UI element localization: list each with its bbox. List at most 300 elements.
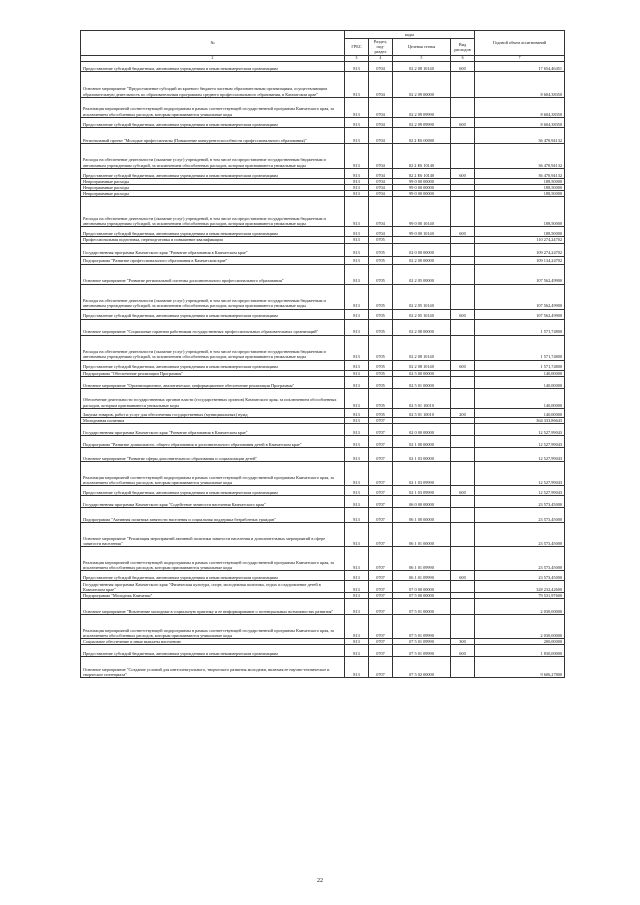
- row-name: Основное мероприятие "Социальные гарантии работникам государственных профессиональных образовательных организаций": [81, 319, 345, 335]
- row-name: Реализация мероприятий соответствующей подпрограммы в рамках соответствующей государственной программы Камчатского края, за исключением обособленных расходов, которым присваиваются уникальные коды: [81, 547, 345, 571]
- row-target: 07 5 01 09990: [393, 645, 451, 657]
- row-vid: [451, 256, 475, 264]
- row-grbs: 813: [345, 523, 369, 547]
- row-target: 99 0 00 10140: [393, 197, 451, 227]
- row-grbs: 813: [345, 547, 369, 571]
- row-grbs: 813: [345, 360, 369, 370]
- row-vid: 600: [451, 645, 475, 657]
- row-vid: [451, 523, 475, 547]
- row-razdel: 0707: [369, 571, 393, 581]
- row-grbs: 813: [345, 227, 369, 237]
- row-grbs: 813: [345, 408, 369, 417]
- column-header-no: №: [81, 31, 345, 56]
- table-row: [81, 657, 565, 678]
- row-target: 02 0 00 00000: [393, 424, 451, 436]
- row-name: Расходы на обеспечение деятельности (оказание услуг) учреждений, в том числе на предоставление государственным бюджетным и автономным учреждениям субсидий, за исключением обособленных расходов, которым присваиваются уникальные коды: [81, 197, 345, 227]
- row-amount: 23 573,45000: [475, 571, 565, 581]
- table-row: [81, 243, 565, 256]
- row-amount: 109 134,24702: [475, 256, 565, 264]
- row-razdel: 0707: [369, 486, 393, 496]
- row-grbs: 813: [345, 178, 369, 184]
- table-row: [81, 424, 565, 436]
- row-target: 02 5 00 00000: [393, 370, 451, 376]
- table-row: [81, 523, 565, 547]
- row-razdel: 0707: [369, 645, 393, 657]
- column-header-razdel: Раздел, под-раздел: [369, 39, 393, 56]
- row-vid: [451, 388, 475, 408]
- row-razdel: 0707: [369, 639, 393, 645]
- table-row: [81, 97, 565, 117]
- row-razdel: 0705: [369, 309, 393, 319]
- row-target: 07 5 01 00000: [393, 599, 451, 615]
- row-name: Молодежная политика: [81, 417, 345, 423]
- row-razdel: 0705: [369, 376, 393, 388]
- row-amount: 8 604,38350: [475, 97, 565, 117]
- row-grbs: 813: [345, 593, 369, 599]
- row-name: Непрограммные расходы: [81, 178, 345, 184]
- row-grbs: 813: [345, 191, 369, 197]
- row-vid: [451, 197, 475, 227]
- row-grbs: 813: [345, 508, 369, 523]
- row-razdel: 0707: [369, 523, 393, 547]
- row-amount: 140,00000: [475, 376, 565, 388]
- table-row: [81, 61, 565, 71]
- row-razdel: 0707: [369, 599, 393, 615]
- row-target: 07 5 00 00000: [393, 593, 451, 599]
- row-vid: 600: [451, 309, 475, 319]
- row-target: 06 1 01 09990: [393, 571, 451, 581]
- row-vid: [451, 284, 475, 309]
- row-grbs: 813: [345, 256, 369, 264]
- row-razdel: 0707: [369, 593, 393, 599]
- column-header-grbs: ГРБС: [345, 39, 369, 56]
- row-vid: [451, 264, 475, 284]
- row-razdel: 0704: [369, 191, 393, 197]
- row-vid: [451, 657, 475, 678]
- row-vid: [451, 335, 475, 360]
- row-vid: [451, 581, 475, 593]
- table-row: [81, 376, 565, 388]
- row-name: Государственная программа Камчатского края "Содействие занятости населения Камчатского края": [81, 496, 345, 508]
- row-name: Подпрограмма "Активная политика занятости населения и социальная поддержка безработных граждан": [81, 508, 345, 523]
- row-amount: 17 654,46451: [475, 61, 565, 71]
- row-target: 02 2 09 09990: [393, 97, 451, 117]
- row-razdel: 0704: [369, 143, 393, 168]
- table-row: [81, 117, 565, 127]
- row-amount: 23 573,45000: [475, 547, 565, 571]
- table-row: [81, 462, 565, 486]
- row-razdel: 0705: [369, 243, 393, 256]
- row-amount: 23 573,45000: [475, 508, 565, 523]
- row-vid: [451, 496, 475, 508]
- row-name: Региональный проект "Молодые профессионалы (Повышение конкурентоспособности профессионального образования)": [81, 127, 345, 143]
- row-vid: 600: [451, 571, 475, 581]
- row-razdel: 0704: [369, 227, 393, 237]
- row-grbs: 813: [345, 127, 369, 143]
- row-name: Предоставление субсидий бюджетным, автономным учреждениям и иным некоммерческим организациям: [81, 486, 345, 496]
- row-amount: 107 562,49900: [475, 264, 565, 284]
- row-grbs: 813: [345, 264, 369, 284]
- row-grbs: 813: [345, 61, 369, 71]
- column-index: 4: [369, 55, 393, 61]
- row-grbs: 813: [345, 436, 369, 448]
- row-target: 02 5 01 10010: [393, 408, 451, 417]
- row-name: Подпрограмма "Молодежь Камчатки": [81, 593, 345, 599]
- row-amount: 12 527,99043: [475, 462, 565, 486]
- row-grbs: 813: [345, 143, 369, 168]
- row-target: 02 2 00 00000: [393, 256, 451, 264]
- column-group-codes: коды: [345, 31, 475, 39]
- row-target: 02 2 09 09990: [393, 117, 451, 127]
- column-index: 6: [451, 55, 475, 61]
- row-grbs: 813: [345, 657, 369, 678]
- table-row: [81, 645, 565, 657]
- row-target: 02 5 01 00000: [393, 376, 451, 388]
- row-amount: 8 604,38350: [475, 71, 565, 97]
- table-row: [81, 227, 565, 237]
- row-grbs: 813: [345, 168, 369, 178]
- row-name: Предоставление субсидий бюджетным, автономным учреждениям и иным некоммерческим организациям: [81, 168, 345, 178]
- row-grbs: 813: [345, 571, 369, 581]
- row-amount: 140,00000: [475, 370, 565, 376]
- table-body: [81, 61, 565, 678]
- row-name: Основное мероприятие "Организационное, аналитическое, информационное обеспечение реализации Программы": [81, 376, 345, 388]
- row-amount: 2 030,00000: [475, 615, 565, 639]
- row-grbs: 813: [345, 97, 369, 117]
- table-row: [81, 360, 565, 370]
- row-amount: 1 571,74800: [475, 360, 565, 370]
- table-row: [81, 448, 565, 462]
- row-razdel: 0704: [369, 117, 393, 127]
- row-target: 02 2 08 10140: [393, 61, 451, 71]
- row-amount: 109 274,24702: [475, 243, 565, 256]
- row-amount: 364 333,86643: [475, 417, 565, 423]
- row-razdel: 0704: [369, 185, 393, 191]
- row-grbs: 813: [345, 424, 369, 436]
- table-row: [81, 197, 565, 227]
- row-target: 99 0 00 00000: [393, 185, 451, 191]
- row-amount: 1 571,74800: [475, 335, 565, 360]
- row-vid: [451, 97, 475, 117]
- row-razdel: 0705: [369, 360, 393, 370]
- row-razdel: 0707: [369, 615, 393, 639]
- row-amount: 188,50000: [475, 185, 565, 191]
- row-razdel: 0705: [369, 256, 393, 264]
- row-razdel: 0705: [369, 284, 393, 309]
- row-grbs: 813: [345, 71, 369, 97]
- row-vid: [451, 599, 475, 615]
- row-name: Государственная программа Камчатского края "Физическая культура, спорт, молодежная политика, отдых и оздоровление детей в Камчатском крае": [81, 581, 345, 593]
- row-amount: 107 562,49900: [475, 284, 565, 309]
- row-amount: 12 527,99043: [475, 448, 565, 462]
- row-target: 02 1 03 09990: [393, 462, 451, 486]
- row-target: 07 0 00 00000: [393, 581, 451, 593]
- row-amount: 12 527,99043: [475, 436, 565, 448]
- row-name: Профессиональная подготовка, переподготовка и повышение квалификации: [81, 237, 345, 243]
- row-name: Подпрограмма "Обеспечение реализации Программы": [81, 370, 345, 376]
- row-name: Подпрограмма "Развитие дошкольного, общего образования и дополнительного образования детей в Камчатском крае": [81, 436, 345, 448]
- row-vid: [451, 436, 475, 448]
- row-name: Предоставление субсидий бюджетным, автономным учреждениям и иным некоммерческим организациям: [81, 61, 345, 71]
- row-amount: 2 030,00000: [475, 599, 565, 615]
- row-vid: [451, 615, 475, 639]
- row-razdel: 0704: [369, 71, 393, 97]
- row-amount: 188,50000: [475, 227, 565, 237]
- row-vid: 600: [451, 486, 475, 496]
- row-vid: 600: [451, 360, 475, 370]
- row-target: 99 0 00 10140: [393, 227, 451, 237]
- row-vid: 600: [451, 168, 475, 178]
- row-amount: 188,50000: [475, 178, 565, 184]
- row-razdel: 0707: [369, 496, 393, 508]
- row-razdel: 0705: [369, 408, 393, 417]
- table-row: [81, 143, 565, 168]
- row-name: Реализация мероприятий соответствующей подпрограммы в рамках соответствующей государственной программы Камчатского края, за исключением обособленных расходов, которым присваиваются уникальные коды: [81, 462, 345, 486]
- row-grbs: 813: [345, 237, 369, 243]
- row-amount: 1 830,00000: [475, 645, 565, 657]
- row-target: 02 1 03 09990: [393, 486, 451, 496]
- row-name: Основное мероприятие "Создание условий для интеллектуального, творческого развития молодежи, включая ее научно-техническое и творческое потенциала": [81, 657, 345, 678]
- row-grbs: 813: [345, 197, 369, 227]
- row-target: 02 0 00 00000: [393, 243, 451, 256]
- row-target: 06 1 00 00000: [393, 508, 451, 523]
- row-name: Государственная программа Камчатского края "Развитие образования в Камчатском крае": [81, 424, 345, 436]
- row-name: Социальное обеспечение и иные выплаты населению: [81, 639, 345, 645]
- column-header-amount: Годовой объем ассигнований: [475, 31, 565, 56]
- row-name: Обеспечение деятельности государственных органов власти (государственных органов) Камчатского края, за исключением обособленных расходов, которым присваиваются уникальные коды: [81, 388, 345, 408]
- column-header-target: Целевая статья: [393, 39, 451, 56]
- row-amount: 23 573,45000: [475, 496, 565, 508]
- row-target: 02 2 Е6 10140: [393, 143, 451, 168]
- table-row: [81, 615, 565, 639]
- row-target: 02 5 01 10010: [393, 388, 451, 408]
- table-row: [81, 71, 565, 97]
- row-amount: 12 527,99043: [475, 424, 565, 436]
- column-index: 5: [393, 55, 451, 61]
- column-index: 3: [345, 55, 369, 61]
- row-razdel: 0707: [369, 448, 393, 462]
- table-row: [81, 571, 565, 581]
- row-vid: [451, 319, 475, 335]
- row-grbs: 813: [345, 284, 369, 309]
- row-name: Предоставление субсидий бюджетным, автономным учреждениям и иным некоммерческим организациям: [81, 571, 345, 581]
- table-row: [81, 335, 565, 360]
- row-razdel: 0705: [369, 388, 393, 408]
- column-index: 2: [81, 55, 345, 61]
- row-amount: 36 470,94132: [475, 127, 565, 143]
- row-name: Непрограммные расходы: [81, 185, 345, 191]
- row-razdel: 0707: [369, 508, 393, 523]
- row-grbs: 813: [345, 335, 369, 360]
- row-grbs: 813: [345, 319, 369, 335]
- row-target: 06 1 01 09990: [393, 547, 451, 571]
- table-row: [81, 127, 565, 143]
- row-target: 02 2 Е6 10140: [393, 168, 451, 178]
- row-target: 02 2 05 10140: [393, 284, 451, 309]
- table-row: [81, 264, 565, 284]
- row-target: 02 2 08 10140: [393, 360, 451, 370]
- row-razdel: 0707: [369, 547, 393, 571]
- row-target: 02 2 Е6 00000: [393, 127, 451, 143]
- table-row: [81, 436, 565, 448]
- row-amount: 140,00000: [475, 388, 565, 408]
- table-row: [81, 581, 565, 593]
- row-amount: 9 606,27800: [475, 657, 565, 678]
- row-target: 06 0 00 00000: [393, 496, 451, 508]
- table-row: [81, 486, 565, 496]
- page-number: 22: [317, 878, 323, 884]
- row-grbs: 813: [345, 615, 369, 639]
- row-vid: 600: [451, 227, 475, 237]
- table-row: [81, 284, 565, 309]
- row-amount: 188,50000: [475, 191, 565, 197]
- row-name: Основное мероприятие "Развитие сферы дополнительного образования и социализации детей": [81, 448, 345, 462]
- row-name: Основное мероприятие "Развитие региональной системы дополнительного профессионального образования": [81, 264, 345, 284]
- row-razdel: 0704: [369, 61, 393, 71]
- row-vid: [451, 243, 475, 256]
- table-row: [81, 599, 565, 615]
- row-target: 02 2 08 10140: [393, 335, 451, 360]
- row-name: Подпрограмма "Развитие профессионального образования в Камчатском крае": [81, 256, 345, 264]
- row-amount: 140,00000: [475, 408, 565, 417]
- row-grbs: 813: [345, 417, 369, 423]
- row-razdel: 0704: [369, 168, 393, 178]
- row-amount: 36 470,94132: [475, 168, 565, 178]
- row-name: Предоставление субсидий бюджетным, автономным учреждениям и иным некоммерческим организациям: [81, 309, 345, 319]
- row-razdel: 0707: [369, 424, 393, 436]
- row-name: Реализация мероприятий соответствующей подпрограммы в рамках соответствующей государственной программы Камчатского края, за исключением обособленных расходов, которым присваиваются уникальные коды: [81, 615, 345, 639]
- table-row: [81, 408, 565, 417]
- row-target: 99 0 00 00000: [393, 178, 451, 184]
- row-grbs: 813: [345, 117, 369, 127]
- row-name: Расходы на обеспечение деятельности (оказание услуг) учреждений, в том числе на предоставление государственным бюджетным и автономным учреждениям субсидий, за исключением обособленных расходов, которым присваиваются уникальные коды: [81, 335, 345, 360]
- table-row: [81, 388, 565, 408]
- row-razdel: 0705: [369, 370, 393, 376]
- row-vid: 300: [451, 639, 475, 645]
- row-target: 02 2 09 00000: [393, 71, 451, 97]
- row-name: Предоставление субсидий бюджетным, автономным учреждениям и иным некоммерческим организациям: [81, 360, 345, 370]
- row-vid: 200: [451, 408, 475, 417]
- row-target: 07 5 02 00000: [393, 657, 451, 678]
- row-name: Предоставление субсидий бюджетным, автономным учреждениям и иным некоммерческим организациям: [81, 645, 345, 657]
- row-razdel: 0707: [369, 462, 393, 486]
- row-name: Государственная программа Камчатского края "Развитие образования в Камчатском крае": [81, 243, 345, 256]
- row-vid: [451, 448, 475, 462]
- row-target: 02 2 05 00000: [393, 264, 451, 284]
- row-name: Закупка товаров, работ и услуг для обеспечения государственных (муниципальных) нужд: [81, 408, 345, 417]
- row-target: 02 1 00 00000: [393, 436, 451, 448]
- row-name: Основное мероприятие "Вовлечение молодежи в социальную практику и ее информирование о потенциальных возможностях развития": [81, 599, 345, 615]
- row-amount: 79 531,97600: [475, 593, 565, 599]
- row-name: Основное мероприятие "Предоставление субсидий из краевого бюджета частным образовательным организациям, осуществляющим образовательную деятельность по образовательным программам среднего профессионального образования, в Камчатском крае": [81, 71, 345, 97]
- row-vid: 600: [451, 117, 475, 127]
- row-razdel: 0704: [369, 127, 393, 143]
- row-vid: [451, 508, 475, 523]
- row-target: 07 5 01 09990: [393, 615, 451, 639]
- row-razdel: 0704: [369, 97, 393, 117]
- row-grbs: 813: [345, 370, 369, 376]
- row-name: Расходы на обеспечение деятельности (оказание услуг) учреждений, в том числе на предоставление государственным бюджетным и автономным учреждениям субсидий, за исключением обособленных расходов, которым присваиваются уникальные коды: [81, 143, 345, 168]
- row-name: Основное мероприятие "Реализация мероприятий активной политики занятости населения и дополнительных мероприятий в сфере занятости населения": [81, 523, 345, 547]
- row-amount: 110 274,24702: [475, 237, 565, 243]
- row-amount: 200,00000: [475, 639, 565, 645]
- row-razdel: 0704: [369, 178, 393, 184]
- column-header-vid: Вид расходов: [451, 39, 475, 56]
- row-grbs: 813: [345, 185, 369, 191]
- row-razdel: 0704: [369, 197, 393, 227]
- row-target: 06 1 01 00000: [393, 523, 451, 547]
- row-razdel: 0707: [369, 436, 393, 448]
- row-razdel: 0707: [369, 417, 393, 423]
- row-razdel: 0705: [369, 264, 393, 284]
- table-row: [81, 309, 565, 319]
- row-name: Предоставление субсидий бюджетным, автономным учреждениям и иным некоммерческим организациям: [81, 227, 345, 237]
- row-amount: 188,50000: [475, 197, 565, 227]
- row-grbs: 813: [345, 376, 369, 388]
- table-row: [81, 319, 565, 335]
- row-grbs: 813: [345, 645, 369, 657]
- row-target: 02 2 08 00000: [393, 319, 451, 335]
- row-razdel: 0705: [369, 319, 393, 335]
- table-row: [81, 256, 565, 264]
- document-sheet: [80, 30, 564, 678]
- row-amount: 8 604,38350: [475, 117, 565, 127]
- row-name: Расходы на обеспечение деятельности (оказание услуг) учреждений, в том числе на предоставление государственным бюджетным и автономным учреждениям субсидий, за исключением обособленных расходов, которым присваиваются уникальные коды: [81, 284, 345, 309]
- row-vid: [451, 127, 475, 143]
- row-grbs: 813: [345, 639, 369, 645]
- row-vid: [451, 143, 475, 168]
- row-target: 02 1 03 00000: [393, 448, 451, 462]
- row-grbs: 813: [345, 581, 369, 593]
- row-grbs: 813: [345, 462, 369, 486]
- row-name: Непрограммные расходы: [81, 191, 345, 197]
- row-razdel: 0705: [369, 237, 393, 243]
- row-amount: 328 232,42600: [475, 581, 565, 593]
- row-amount: 36 470,94132: [475, 143, 565, 168]
- row-name: Реализация мероприятий соответствующей подпрограммы в рамках соответствующей государственной программы Камчатского края, за исключением обособленных расходов, которым присваиваются уникальные коды: [81, 97, 345, 117]
- row-razdel: 0705: [369, 335, 393, 360]
- table-row: [81, 547, 565, 571]
- row-grbs: 813: [345, 243, 369, 256]
- row-grbs: 813: [345, 496, 369, 508]
- row-amount: 12 527,99043: [475, 486, 565, 496]
- row-vid: [451, 424, 475, 436]
- row-target: 99 0 00 00000: [393, 191, 451, 197]
- table-row: [81, 168, 565, 178]
- row-grbs: 813: [345, 486, 369, 496]
- row-grbs: 813: [345, 599, 369, 615]
- row-vid: [451, 462, 475, 486]
- row-vid: 600: [451, 61, 475, 71]
- budget-table: [80, 30, 565, 678]
- column-index: 7: [475, 55, 565, 61]
- row-grbs: 813: [345, 388, 369, 408]
- table-row: [81, 496, 565, 508]
- row-target: 07 5 01 09990: [393, 639, 451, 645]
- row-razdel: 0707: [369, 581, 393, 593]
- row-target: 02 2 05 10140: [393, 309, 451, 319]
- row-amount: 1 571,74800: [475, 319, 565, 335]
- row-amount: 107 562,49900: [475, 309, 565, 319]
- row-razdel: 0707: [369, 657, 393, 678]
- row-vid: [451, 547, 475, 571]
- row-grbs: 813: [345, 448, 369, 462]
- row-vid: [451, 376, 475, 388]
- row-grbs: 813: [345, 309, 369, 319]
- row-name: Предоставление субсидий бюджетным, автономным учреждениям и иным некоммерческим организациям: [81, 117, 345, 127]
- row-amount: 23 573,45000: [475, 523, 565, 547]
- table-row: [81, 508, 565, 523]
